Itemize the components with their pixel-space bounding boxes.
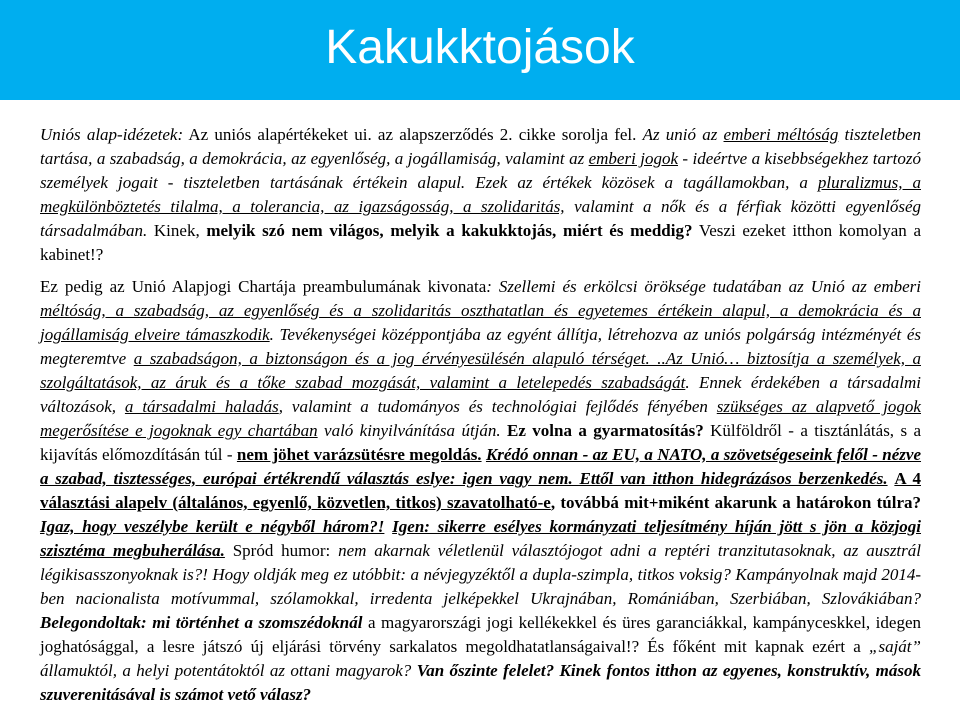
text-run: , továbbá mit+miként akarunk a határokon túlra?	[550, 493, 921, 512]
text-run: valamint a nők és a férfiak közötti egyenlőség társadalmában.	[40, 197, 921, 240]
paragraph-charter-preamble	[40, 275, 921, 707]
text-run: Külföldről - a tisztánlátás, s a kijavítás előmozdításán túl -	[40, 421, 921, 464]
text-run: Kinek,	[147, 221, 207, 240]
text-run: szükséges az alapvető jogok megerősítése e jogoknak egy chartában	[40, 397, 921, 440]
text-run: a szabadságon, a biztonságon és a jog érvényesülésén alapuló térséget. ..Az Unió… biztosítja a személyek, a szolgáltatások, az áruk és a tőke szabad mozgását, valamint a letelepedés szabadságát	[40, 349, 921, 392]
text-run: Ez pedig az Unió Alapjogi Chartája preambulumának kivonata	[40, 277, 487, 296]
text-run: való kinyilvánítása útján.	[317, 421, 501, 440]
text-run: Ez volna a gyarmatosítás?	[500, 421, 704, 440]
text-run: nem jöhet varázsütésre megoldás.	[236, 445, 482, 464]
text-run: emberi jogok	[588, 149, 678, 168]
text-run: A 4 választási alapelv (általános, egyenlő, közvetlen, titkos) szavatolható-e	[40, 469, 921, 512]
text-run: Veszi ezeket itthon komolyan a kabinet!?	[40, 221, 921, 264]
text-run: Igaz, hogy veszélybe került e négyből három?!	[40, 517, 385, 536]
text-run: . Ennek érdekében a társadalmi változások,	[40, 373, 921, 416]
slide-title: Kakukktojások	[325, 21, 635, 74]
text-run: „saját” államuktól, a helyi potentátoktól az ottani magyarok?	[40, 637, 921, 680]
paragraph-treaty-values	[40, 123, 921, 267]
text-run: pluralizmus, a megkülönböztetés tilalma, a tolerancia, az igazságosság, a szolidaritás,	[40, 173, 921, 216]
text-run: Van őszinte felelet? Kinek fontos itthon az egyenes, konstruktív, mások szuverenitásával is számot vető válasz?	[40, 661, 921, 704]
text-run: : Szellemi és erkölcsi öröksége tudatában az Unió az emberi	[486, 277, 921, 296]
text-run: Belegondoltak: mi történhet a szomszédoknál	[40, 613, 363, 632]
text-run	[384, 517, 392, 536]
text-run: - ideértve a kisebbségekhez tartozó személyek jogait - tiszteletben tartásának értékein alapul.	[40, 149, 921, 192]
text-run: Uniós alap-idézetek:	[40, 125, 184, 144]
text-run: emberi méltóság	[723, 125, 839, 144]
slide-body	[40, 123, 921, 707]
text-run: a magyarországi jogi kellékekkel és üres garanciákkal, kampányceskkel, idegen joghatósággal, a lesre játszó új eljárási törvény sarkalatos megoldhatatlanságaival!? És főként mit kapnak ezért a	[40, 613, 921, 656]
text-run: Ezek az értékek közösek a tagállamokban, a	[465, 173, 818, 192]
text-run: melyik szó nem világos, melyik a kakukktojás, miért és meddig?	[206, 221, 693, 240]
text-run: tiszteletben tartása, a szabadság, a demokrácia, az egyenlőség, a jogállamiság, valamint az	[40, 125, 922, 168]
text-run: Az unió az	[642, 125, 724, 144]
title-bar	[0, 0, 960, 100]
text-run: , valamint a tudományos és technológiai fejlődés fényében	[278, 397, 717, 416]
text-run: Spród humor:	[224, 541, 339, 560]
text-run: méltóság, a szabadság, az egyenlőség és a szolidaritás oszthatatlan és egyetemes értékein alapul, a demokrácia és a jogállamiság elveire támaszkodik	[40, 301, 921, 344]
text-run: Krédó onnan - az EU, a NATO, a szövetségeseink felől - nézve a szabad, tisztességes, európai értékrendű választás eslye: igen vagy nem. Ettől van itthon hidegrázásos berzenkedés.	[40, 445, 922, 488]
text-run: Igen: sikerre esélyes kormányzati teljesítmény híján jött s jön a közjogi szisztéma megbuherálása.	[40, 517, 922, 560]
text-run: nem akarnak véletlenül választójogot adni a reptéri tranzitutasoknak, az ausztrál légikisasszonyoknak is?! Hogy oldják meg ez utóbbit: a névjegyzéktől a dupla-szimpla, titkos voksig? Kampányolnak majd 2014-ben nacionalista motívummal, szólamokkal, irredenta jelképekkel Ukrajnában, Romániában, Szerbiában, Szlovákiában?	[40, 541, 921, 608]
text-run: . Tevékenységei középpontjába az egyént állítja, létrehozva az uniós polgárság intézményét és megteremtve	[40, 325, 921, 368]
text-run: a társadalmi haladás	[124, 397, 279, 416]
text-run: Az uniós alapértékeket ui. az alapszerződés 2. cikke sorolja fel.	[183, 125, 643, 144]
